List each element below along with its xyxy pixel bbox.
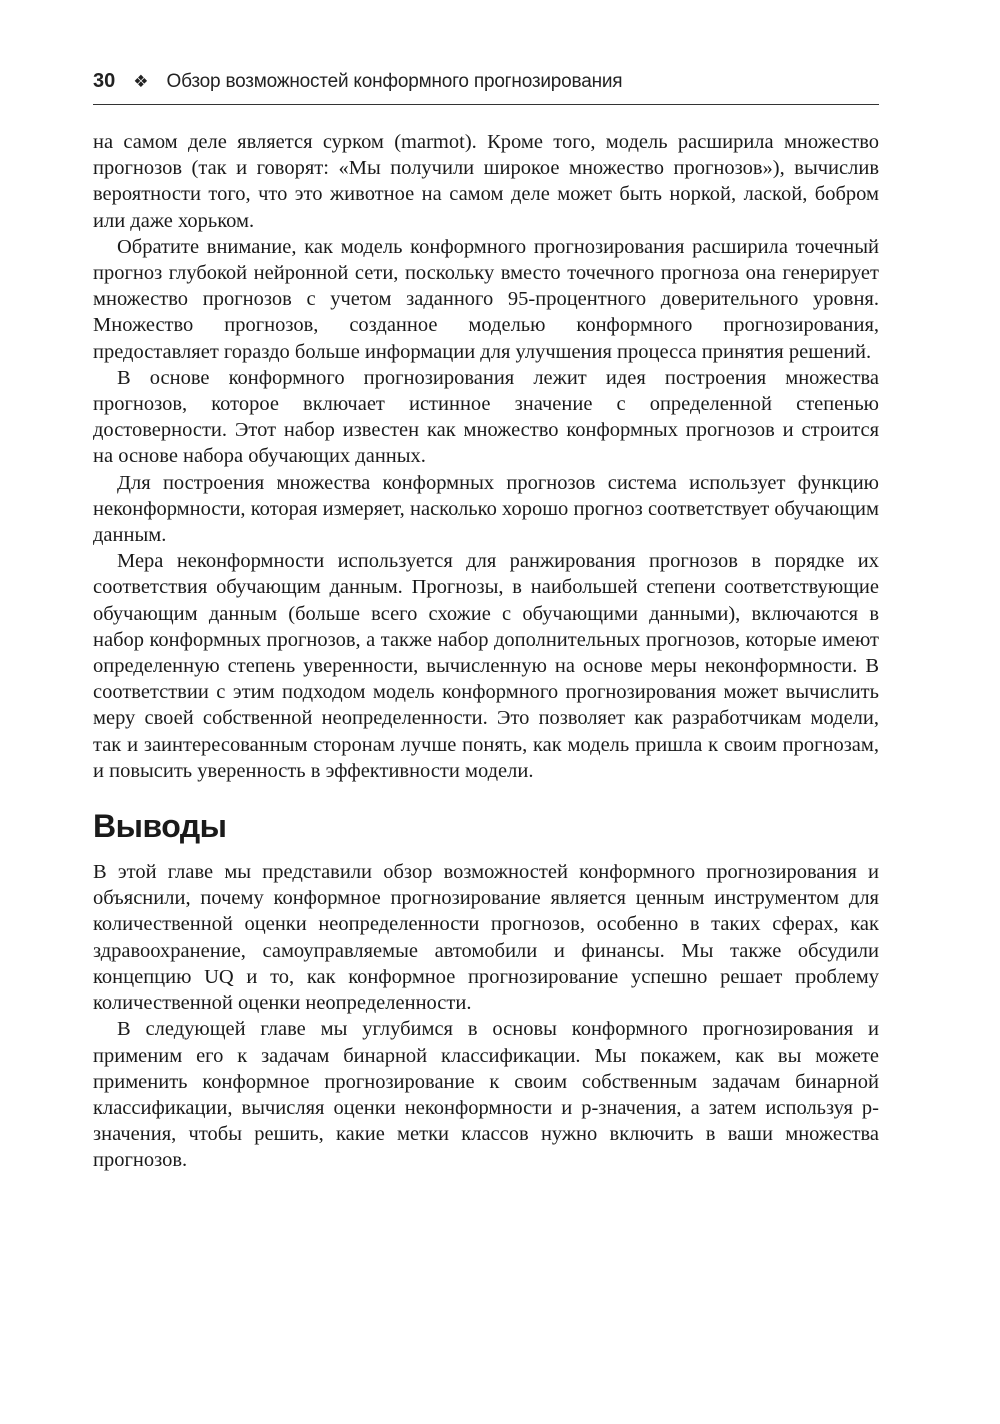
section-heading: Выводы [93,808,227,845]
running-header-title: Обзор возможностей конформного прогнозирования [166,71,623,92]
book-page [93,70,879,1174]
body-section [93,129,879,784]
paragraph: Мера неконформности используется для ранжирования прогнозов в порядке их соответствия обучающим данным. Прогнозы, в наибольшей степени соответствующие обучающим данным (больше всего схожие с обучающими данными), включаются в набор конформных прогнозов, а также набор дополнительных прогнозов, которые имеют определенную степень уверенности, вычисленную на основе меры неконформности. В соответствии с этим подходом модель конформного прогнозирования может вычислить меру своей собственной неопределенности. Это позволяет как разработчикам модели, так и заинтересованным сторонам лучше понять, как модель пришла к своим прогнозам, и повысить уверенность в эффективности модели. [93,550,879,782]
paragraph: В основе конформного прогнозирования лежит идея построения множества прогнозов, которое включает истинное значение с определенной степенью достоверности. Этот набор известен как множество конформных прогнозов и строится на основе набора обучающих данных. [93,366,879,468]
paragraph: на самом деле является сурком (marmot). Кроме того, модель расширила множество прогнозов (так и говорят: «Мы получили широкое множество прогнозов»), вычислив вероятности того, что это животное на самом деле может быть норкой, лаской, бобром или даже хорьком. [93,131,879,232]
summary-section [93,859,879,1173]
page-number: 30 [93,70,116,92]
paragraph: Для построения множества конформных прогнозов система использует функцию неконформности, которая измеряет, насколько хорошо прогноз соответствует обучающим данным. [93,471,879,547]
paragraph: В следующей главе мы углубимся в основы конформного прогнозирования и применим его к задачам бинарной классификации. Мы покажем, как вы можете применить конформное прогнозирование к своим собственным задачам бинарной классификации, вычисляя оценки неконформности и p-значения, а затем используя p-значения, чтобы решить, какие метки классов нужно включить в ваши множества прогнозов. [93,1018,879,1172]
paragraph: В этой главе мы представили обзор возможностей конформного прогнозирования и объяснили, почему конформное прогнозирование является ценным инструментом для количественной оценки неопределенности прогнозов, особенно в таких сферах, как здравоохранение, самоуправляемые автомобили и финансы. Мы также обсудили концепцию UQ и то, как конформное прогнозирование успешно решает проблему количественной оценки неопределенности. [93,861,879,1015]
running-header [93,70,879,105]
ornament-icon: ❖ [133,72,149,91]
paragraph: Обратите внимание, как модель конформного прогнозирования расширила точечный прогноз глубокой нейронной сети, поскольку вместо точечного прогноза она генерирует множество прогнозов с учетом заданного 95-процентного доверительного уровня. Множество прогнозов, созданное моделью конформного прогнозирования, предоставляет гораздо больше информации для улучшения процесса принятия решений. [93,235,879,363]
